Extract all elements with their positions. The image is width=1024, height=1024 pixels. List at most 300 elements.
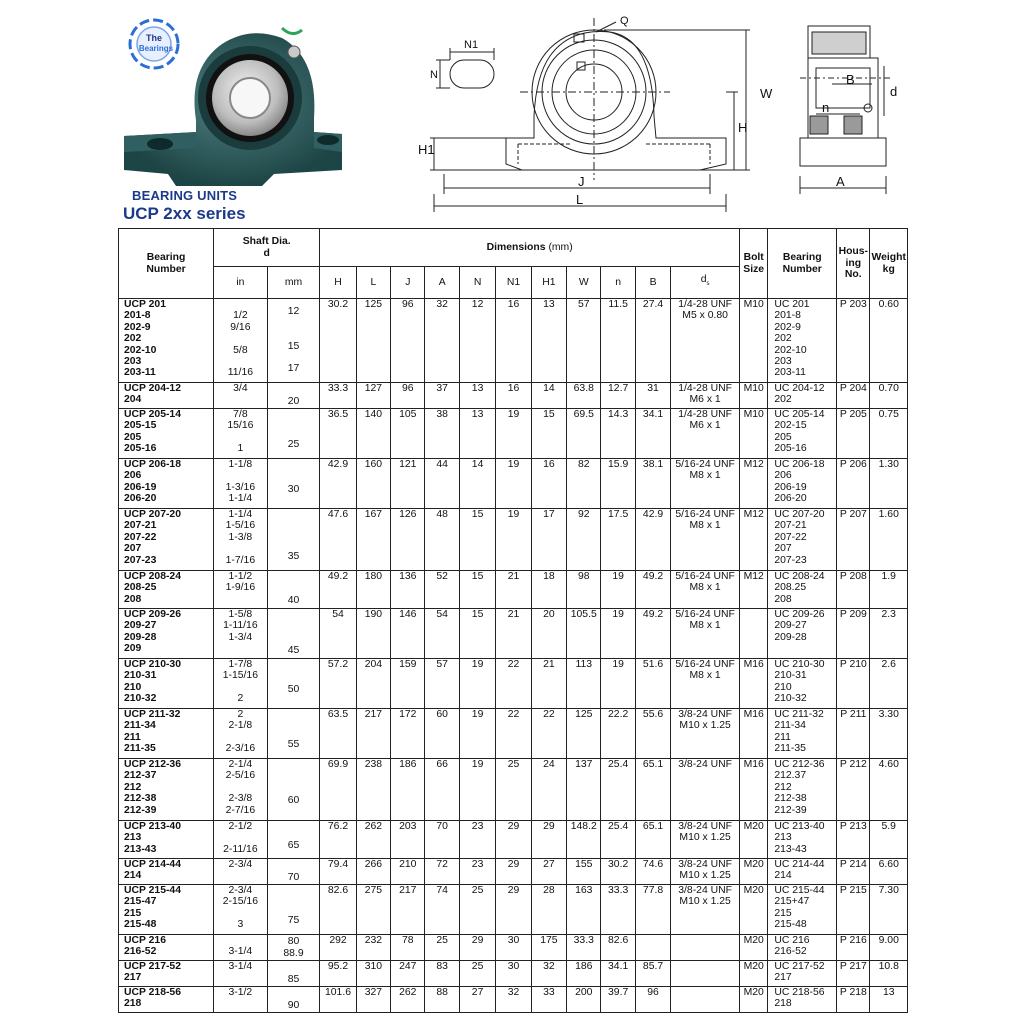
cell-a: 72	[425, 859, 459, 885]
cell-w: 105.5	[567, 609, 601, 659]
cell-bolt: M20	[740, 885, 768, 935]
cell-w: 186	[567, 961, 601, 987]
cell-n1: 21	[496, 571, 531, 609]
header-H1: H1	[531, 267, 566, 299]
cell-h1: 14	[531, 383, 566, 409]
cell-n: 82.6	[601, 935, 635, 961]
cell-h1: 15	[531, 409, 566, 459]
cell-hn: P 210	[837, 659, 870, 709]
cell-a: 70	[425, 821, 459, 859]
cell-bolt: M10	[740, 409, 768, 459]
cell-hn: P 209	[837, 609, 870, 659]
cell-bolt: M12	[740, 459, 768, 509]
cell-a: 44	[425, 459, 459, 509]
cell-n1: 16	[496, 383, 531, 409]
cell-w: 155	[567, 859, 601, 885]
cell-in: 2-3/4 2-15/16 3	[214, 885, 268, 935]
table-row	[119, 987, 908, 1013]
cell-n: 34.1	[601, 961, 635, 987]
table-row	[119, 459, 908, 509]
cell-mm: 85	[267, 961, 320, 987]
cell-mm: 70	[267, 859, 320, 885]
cell-h1: 33	[531, 987, 566, 1013]
cell-l: 204	[356, 659, 390, 709]
header-N: N	[459, 267, 495, 299]
cell-mm: 30	[267, 459, 320, 509]
cell-ub: UC 209-26 209-27 209-28	[768, 609, 837, 659]
cell-n: 19	[459, 659, 495, 709]
cell-n1: 16	[496, 299, 531, 383]
cell-l: 160	[356, 459, 390, 509]
cell-n: 15	[459, 609, 495, 659]
cell-b: 27.4	[635, 299, 670, 383]
cell-ub: UC 214-44 214	[768, 859, 837, 885]
cell-n1: 29	[496, 859, 531, 885]
cell-hn: P 218	[837, 987, 870, 1013]
cell-hn: P 214	[837, 859, 870, 885]
cell-n: 14.3	[601, 409, 635, 459]
table-row	[119, 659, 908, 709]
cell-wt: 9.00	[870, 935, 908, 961]
cell-w: 200	[567, 987, 601, 1013]
table-row	[119, 509, 908, 571]
cell-l: 262	[356, 821, 390, 859]
cell-l: 180	[356, 571, 390, 609]
cell-j: 210	[391, 859, 425, 885]
cell-wt: 1.9	[870, 571, 908, 609]
cell-bolt: M10	[740, 299, 768, 383]
cell-w: 63.8	[567, 383, 601, 409]
cell-a: 74	[425, 885, 459, 935]
cell-n: 15	[459, 571, 495, 609]
header-mm: mm	[267, 267, 320, 299]
cell-n: 19	[601, 659, 635, 709]
cell-hn: P 207	[837, 509, 870, 571]
table-row	[119, 885, 908, 935]
cell-in: 3/4	[214, 383, 268, 409]
cell-in: 7/8 15/16 1	[214, 409, 268, 459]
cell-mm: 60	[267, 759, 320, 821]
cell-h1: 22	[531, 709, 566, 759]
cell-n: 25.4	[601, 821, 635, 859]
cell-mm: 50	[267, 659, 320, 709]
cell-j: 96	[391, 383, 425, 409]
cell-n1: 21	[496, 609, 531, 659]
cell-h: 47.6	[320, 509, 356, 571]
cell-n: 14	[459, 459, 495, 509]
cell-hn: P 217	[837, 961, 870, 987]
cell-w: 137	[567, 759, 601, 821]
cell-h1: 21	[531, 659, 566, 709]
cell-n: 23	[459, 859, 495, 885]
cell-bolt: M20	[740, 987, 768, 1013]
cell-ub: UC 205-14 202-15 205 205-16	[768, 409, 837, 459]
label-N1: N1	[464, 39, 479, 51]
label-d: d	[890, 84, 898, 99]
cell-ub: UC 204-12 202	[768, 383, 837, 409]
cell-j: 105	[391, 409, 425, 459]
cell-l: 127	[356, 383, 390, 409]
header-bolt-size: Bolt Size	[740, 229, 768, 299]
cell-w: 69.5	[567, 409, 601, 459]
cell-bolt: M10	[740, 383, 768, 409]
header-shaft-dia: Shaft Dia. d	[214, 229, 320, 267]
cell-wt: 0.75	[870, 409, 908, 459]
cell-n: 19	[601, 609, 635, 659]
cell-h1: 18	[531, 571, 566, 609]
cell-hn: P 211	[837, 709, 870, 759]
header-L: L	[356, 267, 390, 299]
cell-bn: UCP 210-30 210-31 210 210-32	[119, 659, 214, 709]
series-title: UCP 2xx series	[123, 204, 246, 223]
cell-w: 163	[567, 885, 601, 935]
header-W: W	[567, 267, 601, 299]
cell-ds: 3/8-24 UNF M10 x 1.25	[671, 709, 740, 759]
header-H: H	[320, 267, 356, 299]
cell-l: 167	[356, 509, 390, 571]
header-ds-label: d	[700, 274, 707, 286]
cell-wt: 5.9	[870, 821, 908, 859]
cell-a: 88	[425, 987, 459, 1013]
cell-n: 25	[459, 885, 495, 935]
label-N: N	[430, 69, 438, 81]
cell-hn: P 206	[837, 459, 870, 509]
cell-ub: UC 211-32 211-34 211 211-35	[768, 709, 837, 759]
cell-mm: 75	[267, 885, 320, 935]
cell-ds: 3/8-24 UNF M10 x 1.25	[671, 821, 740, 859]
header-bearing-number-2: Bearing Number	[768, 229, 837, 299]
cell-j: 136	[391, 571, 425, 609]
cell-l: 275	[356, 885, 390, 935]
cell-bn: UCP 204-12 204	[119, 383, 214, 409]
cell-n1: 25	[496, 759, 531, 821]
cell-h1: 24	[531, 759, 566, 821]
header-dimensions-label: Dimensions	[486, 241, 546, 253]
header-n: n	[601, 267, 635, 299]
cell-n: 23	[459, 821, 495, 859]
cell-bn: UCP 208-24 208-25 208	[119, 571, 214, 609]
cell-h: 69.9	[320, 759, 356, 821]
cell-wt: 10.8	[870, 961, 908, 987]
cell-n: 12	[459, 299, 495, 383]
cell-h: 292	[320, 935, 356, 961]
cell-mm: 90	[267, 987, 320, 1013]
header-J: J	[391, 267, 425, 299]
cell-bolt: M12	[740, 509, 768, 571]
cell-b: 96	[635, 987, 670, 1013]
cell-bn: UCP 209-26 209-27 209-28 209	[119, 609, 214, 659]
cell-bn: UCP 201 201-8 202-9 202 202-10 203 203-11	[119, 299, 214, 383]
label-B: B	[846, 72, 855, 87]
label-A: A	[836, 174, 845, 189]
cell-h1: 16	[531, 459, 566, 509]
cell-j: 247	[391, 961, 425, 987]
cell-hn: P 203	[837, 299, 870, 383]
cell-w: 148.2	[567, 821, 601, 859]
cell-j: 121	[391, 459, 425, 509]
cell-n: 29	[459, 935, 495, 961]
cell-h1: 29	[531, 821, 566, 859]
table-row	[119, 859, 908, 885]
cell-wt: 6.60	[870, 859, 908, 885]
cell-b: 85.7	[635, 961, 670, 987]
table-row	[119, 299, 908, 383]
table-row	[119, 571, 908, 609]
cell-ds	[671, 935, 740, 961]
cell-n: 19	[459, 709, 495, 759]
cell-mm: 45	[267, 609, 320, 659]
cell-mm: 20	[267, 383, 320, 409]
cell-ub: UC 216 216-52	[768, 935, 837, 961]
cell-h1: 175	[531, 935, 566, 961]
cell-n: 11.5	[601, 299, 635, 383]
label-H1: H1	[418, 142, 435, 157]
cell-bolt	[740, 609, 768, 659]
cell-l: 310	[356, 961, 390, 987]
table-row	[119, 409, 908, 459]
cell-w: 82	[567, 459, 601, 509]
brand-logo	[126, 16, 182, 72]
cell-wt: 1.60	[870, 509, 908, 571]
table-row	[119, 709, 908, 759]
cell-h: 79.4	[320, 859, 356, 885]
logo-text-2: Bearings	[138, 44, 174, 53]
cell-b: 34.1	[635, 409, 670, 459]
cell-w: 125	[567, 709, 601, 759]
cell-a: 38	[425, 409, 459, 459]
cell-bn: UCP 205-14 205-15 205 205-16	[119, 409, 214, 459]
cell-n1: 29	[496, 885, 531, 935]
cell-ds: 5/16-24 UNF M8 x 1	[671, 459, 740, 509]
cell-ds: 1/4-28 UNF M6 x 1	[671, 383, 740, 409]
table-row	[119, 759, 908, 821]
cell-b: 31	[635, 383, 670, 409]
table-row	[119, 961, 908, 987]
header-ds-sub: s	[706, 281, 710, 288]
cell-ub: UC 212-36 212.37 212 212-38 212-39	[768, 759, 837, 821]
cell-in: 1-1/4 1-5/16 1-3/8 1-7/16	[214, 509, 268, 571]
label-n: n	[822, 100, 830, 115]
cell-n: 25	[459, 961, 495, 987]
cell-b: 65.1	[635, 821, 670, 859]
cell-n1: 19	[496, 509, 531, 571]
table-row	[119, 935, 908, 961]
cell-n: 17.5	[601, 509, 635, 571]
cell-ds: 3/8-24 UNF M10 x 1.25	[671, 885, 740, 935]
cell-n1: 19	[496, 409, 531, 459]
cell-ds: 3/8-24 UNF M10 x 1.25	[671, 859, 740, 885]
cell-n1: 30	[496, 961, 531, 987]
cell-j: 203	[391, 821, 425, 859]
cell-ds	[671, 987, 740, 1013]
cell-ub: UC 218-56 218	[768, 987, 837, 1013]
cell-in: 3-1/2	[214, 987, 268, 1013]
cell-n: 19	[601, 571, 635, 609]
logo-text-1: The	[145, 33, 163, 43]
table-row	[119, 383, 908, 409]
cell-h: 95.2	[320, 961, 356, 987]
cell-in: 2 2-1/8 2-3/16	[214, 709, 268, 759]
cell-mm: 65	[267, 821, 320, 859]
cell-ub: UC 217-52 217	[768, 961, 837, 987]
cell-j: 126	[391, 509, 425, 571]
cell-bn: UCP 215-44 215-47 215 215-48	[119, 885, 214, 935]
cell-bn: UCP 213-40 213 213-43	[119, 821, 214, 859]
cell-w: 113	[567, 659, 601, 709]
cell-a: 37	[425, 383, 459, 409]
cell-a: 57	[425, 659, 459, 709]
cell-ds: 5/16-24 UNF M8 x 1	[671, 571, 740, 609]
cell-n: 12.7	[601, 383, 635, 409]
technical-drawing	[420, 8, 914, 214]
cell-mm: 40	[267, 571, 320, 609]
cell-bn: UCP 216 216-52	[119, 935, 214, 961]
cell-n: 13	[459, 383, 495, 409]
cell-l: 238	[356, 759, 390, 821]
cell-bn: UCP 207-20 207-21 207-22 207 207-23	[119, 509, 214, 571]
cell-b: 77.8	[635, 885, 670, 935]
table-row	[119, 821, 908, 859]
subtitle: BEARING UNITS	[132, 188, 238, 203]
cell-in: 2-3/4	[214, 859, 268, 885]
header-in: in	[214, 267, 268, 299]
label-L: L	[576, 192, 584, 207]
cell-w: 33.3	[567, 935, 601, 961]
cell-ub: UC 206-18 206 206-19 206-20	[768, 459, 837, 509]
header-dimensions	[320, 229, 740, 267]
cell-w: 98	[567, 571, 601, 609]
cell-j: 186	[391, 759, 425, 821]
cell-h1: 27	[531, 859, 566, 885]
cell-a: 60	[425, 709, 459, 759]
cell-l: 327	[356, 987, 390, 1013]
cell-wt: 1.30	[870, 459, 908, 509]
cell-a: 25	[425, 935, 459, 961]
cell-ds: 5/16-24 UNF M8 x 1	[671, 659, 740, 709]
cell-ds	[671, 961, 740, 987]
header-area	[0, 0, 1024, 230]
cell-n: 22.2	[601, 709, 635, 759]
cell-wt: 4.60	[870, 759, 908, 821]
cell-a: 52	[425, 571, 459, 609]
cell-n: 27	[459, 987, 495, 1013]
cell-in: 3-1/4	[214, 935, 268, 961]
cell-bolt: M20	[740, 935, 768, 961]
header-weight: Weight kg	[870, 229, 908, 299]
cell-n: 15.9	[601, 459, 635, 509]
cell-wt: 2.6	[870, 659, 908, 709]
cell-bolt: M16	[740, 709, 768, 759]
cell-a: 54	[425, 609, 459, 659]
cell-h: 30.2	[320, 299, 356, 383]
cell-n: 30.2	[601, 859, 635, 885]
cell-n1: 32	[496, 987, 531, 1013]
cell-n1: 30	[496, 935, 531, 961]
cell-in: 1-1/2 1-9/16	[214, 571, 268, 609]
cell-j: 146	[391, 609, 425, 659]
cell-l: 266	[356, 859, 390, 885]
cell-ds: 1/4-28 UNF M5 x 0.80	[671, 299, 740, 383]
cell-j: 78	[391, 935, 425, 961]
cell-n1: 29	[496, 821, 531, 859]
cell-ds: 3/8-24 UNF	[671, 759, 740, 821]
cell-j: 96	[391, 299, 425, 383]
cell-in: 3-1/4	[214, 961, 268, 987]
cell-a: 66	[425, 759, 459, 821]
cell-b: 51.6	[635, 659, 670, 709]
cell-j: 217	[391, 885, 425, 935]
cell-h: 36.5	[320, 409, 356, 459]
cell-h: 101.6	[320, 987, 356, 1013]
cell-j: 172	[391, 709, 425, 759]
header-dimensions-unit: (mm)	[548, 241, 573, 253]
slot-outline	[450, 60, 494, 88]
cell-mm: 35	[267, 509, 320, 571]
dimensions-table	[118, 228, 908, 1013]
cell-h: 82.6	[320, 885, 356, 935]
cell-h: 42.9	[320, 459, 356, 509]
cell-wt: 0.60	[870, 299, 908, 383]
cell-ub: UC 215-44 215+47 215 215-48	[768, 885, 837, 935]
cell-hn: P 204	[837, 383, 870, 409]
header-N1: N1	[496, 267, 531, 299]
cell-ds: 1/4-28 UNF M6 x 1	[671, 409, 740, 459]
cell-bolt: M20	[740, 821, 768, 859]
cell-a: 83	[425, 961, 459, 987]
cell-bn: UCP 217-52 217	[119, 961, 214, 987]
cell-ds: 5/16-24 UNF M8 x 1	[671, 509, 740, 571]
cell-ub: UC 208-24 208.25 208	[768, 571, 837, 609]
label-Q: Q	[620, 15, 629, 27]
cell-bn: UCP 206-18 206 206-19 206-20	[119, 459, 214, 509]
label-W: W	[760, 86, 773, 101]
cell-wt: 2.3	[870, 609, 908, 659]
cell-h1: 17	[531, 509, 566, 571]
cell-bolt: M16	[740, 659, 768, 709]
cell-l: 190	[356, 609, 390, 659]
cell-h1: 20	[531, 609, 566, 659]
cell-hn: P 215	[837, 885, 870, 935]
cell-h: 76.2	[320, 821, 356, 859]
cell-wt: 3.30	[870, 709, 908, 759]
cell-ub: UC 201 201-8 202-9 202 202-10 203 203-11	[768, 299, 837, 383]
cell-hn: P 212	[837, 759, 870, 821]
cell-bn: UCP 214-44 214	[119, 859, 214, 885]
cell-j: 262	[391, 987, 425, 1013]
cell-in: 1/2 9/16 5/8 11/16	[214, 299, 268, 383]
cell-n1: 22	[496, 659, 531, 709]
cell-mm: 80 88.9	[267, 935, 320, 961]
cell-wt: 13	[870, 987, 908, 1013]
cell-a: 32	[425, 299, 459, 383]
cell-j: 159	[391, 659, 425, 709]
cell-l: 125	[356, 299, 390, 383]
header-B: B	[635, 267, 670, 299]
cell-l: 217	[356, 709, 390, 759]
cell-l: 232	[356, 935, 390, 961]
cell-h: 57.2	[320, 659, 356, 709]
cell-bolt: M20	[740, 859, 768, 885]
cell-b: 65.1	[635, 759, 670, 821]
cell-b: 74.6	[635, 859, 670, 885]
cell-h: 54	[320, 609, 356, 659]
header-housing-no: Hous- ing No.	[837, 229, 870, 299]
cell-hn: P 213	[837, 821, 870, 859]
cell-h1: 28	[531, 885, 566, 935]
cell-b: 38.1	[635, 459, 670, 509]
cell-bolt: M16	[740, 759, 768, 821]
cell-b: 55.6	[635, 709, 670, 759]
